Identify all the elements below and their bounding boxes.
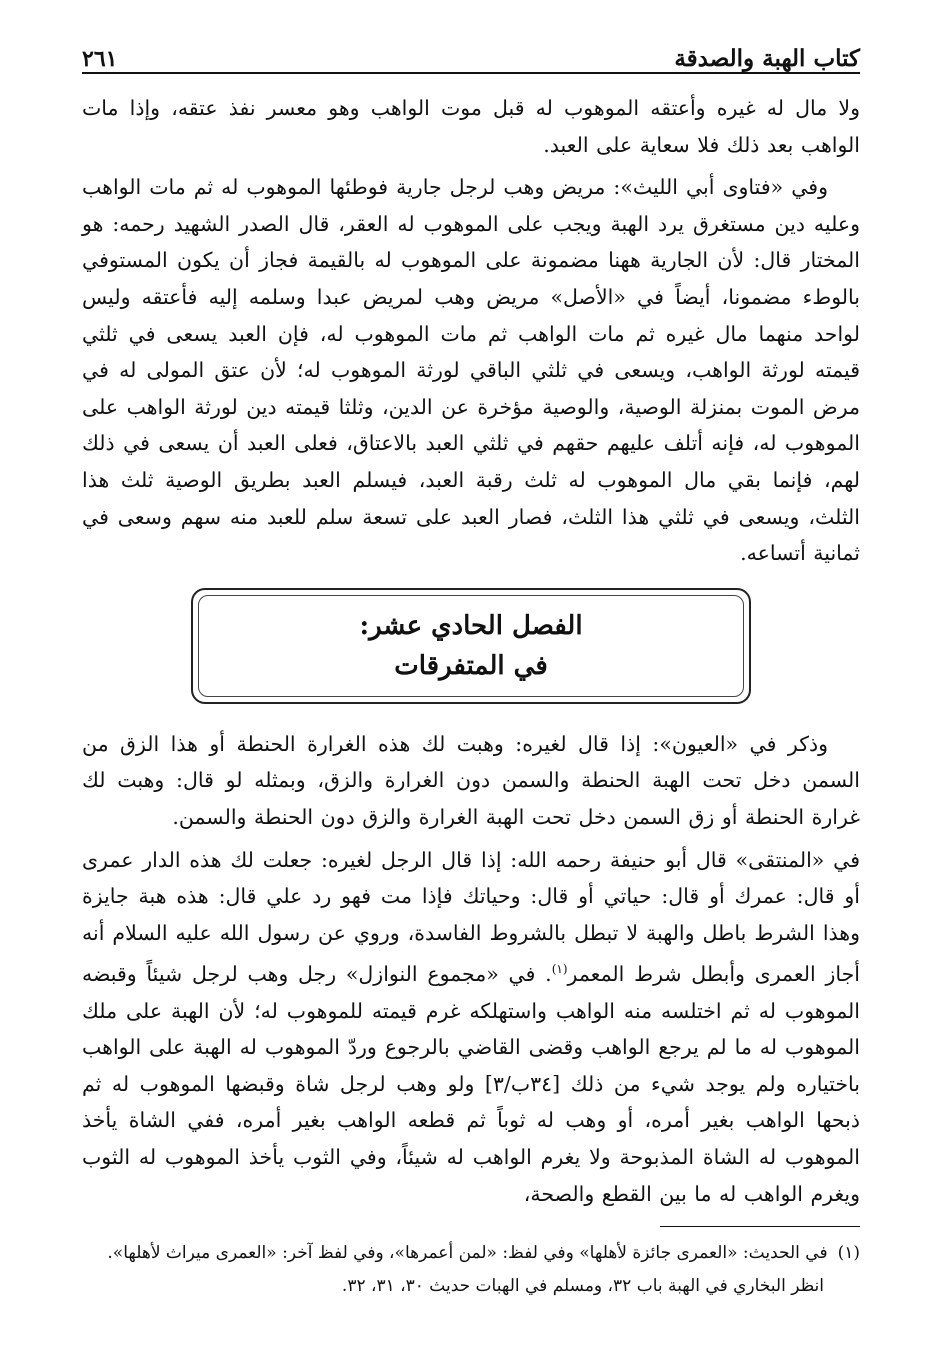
paragraph-3: وذكر في «العيون»: إذا قال لغيره: وهبت لك هذه الغرارة الحنطة أو هذا الزق من السمن دخل تحت الهبة الحنطة والسمن دون الغرارة والزق، وبمثله لو قال: وهبت لك غرارة الحنطة أو زق السمن دخل تحت الهبة الغرارة والزق دون الحنطة والسمن. (82, 731, 860, 829)
footnote-1 (82, 1239, 860, 1268)
chapter-title-line-2: في المتفرقات (394, 650, 548, 681)
paragraph-4 (82, 842, 860, 1213)
page-number: ٢٦١ (82, 46, 118, 72)
book-title: كتاب الهبة والصدقة (674, 45, 860, 72)
chapter-heading-inner-frame (198, 595, 744, 697)
running-header (82, 24, 860, 74)
paragraph-1: ولا مال له غيره وأعتقه الموهوب له قبل موت الواهب وهو معسر نفذ عتقه، وإذا مات الواهب بعد ذلك فلا سعاية على العبد. (82, 96, 860, 157)
footnote-reference: (١) (551, 962, 568, 977)
footnote-text: في الحديث: «العمرى جائزة لأهلها» وفي لفظ: «لمن أعمرها»، وفي لفظ آخر: «العمرى ميراث لأهلها». (107, 1243, 828, 1264)
footnote-divider (660, 1226, 860, 1227)
paragraph-4-part-1: في «المنتقى» قال أبو حنيفة رحمه الله: إذا قال الرجل لغيره: جعلت لك هذه الدار عمرى أو قال: عمرك أو قال: حياتي أو قال: وحياتك فإذا مت فهو رد علي قال: هذه هبة جايزة وهذا الشرط باطل والهبة لا تبطل بالشروط الفاسدة، وروي عن رسول الله عليه السلام أنه أجاز العمرى وأبطل شرط المعمر (82, 847, 860, 987)
footnote-source: انظر البخاري في الهبة باب ٣٢، ومسلم في الهبات حديث ٣٠، ٣١، ٣٢. (341, 1276, 824, 1297)
paragraph-4-part-2: . في «مجموع النوازل» رجل وهب لرجل شيئاً وقبضه الموهوب له ثم اختلسه منه الواهب واستهلكه غرم قيمته للموهوب له؛ لأن الهبة على ملك الموهوب له ما لم يرجع الواهب وقضى القاضي بالرجوع وردّ الموهوب له الهبة على الواهب باختياره ولم يوجد شيء من ذلك [٣٤ب/٣] ولو وهب لرجل شاة وقبضها الموهوب له ثم ذبحها الواهب بغير أمره، أو وهب له ثوباً ثم قطعه الواهب بغير أمره، ففي الشاة يأخذ الموهوب له الشاة المذبوحة ولا يغرم الواهب له شيئاً، وفي الثوب يأخذ الموهوب له الثوب ويغرم الواهب له ما بين القطع والصحة، (82, 962, 860, 1206)
chapter-title-line-1: الفصل الحادي عشر: (359, 610, 583, 641)
paragraph-2: وفي «فتاوى أبي الليث»: مريض وهب لرجل جارية فوطئها الموهوب له ثم مات الواهب وعليه دين مستغرق يرد الهبة ويجب على الموهوب له العقر، قال الصدر الشهيد رحمه: هو المختار قال: لأن الجارية ههنا مضمونة على الموهوب له بالقيمة فجاز أن يكون المستوفي بالوطء مضمونا، أيضاً في «الأصل» مريض وهب لمريض عبدا وسلمه إليه فأعتقه وليس لواحد منهما مال غيره ثم مات الواهب ثم مات الموهوب له، فإن العبد يسعى في ثلثي قيمته لورثة الواهب، ويسعى في ثلثي الباقي لورثة الموهوب له؛ لأن عتق المولى له في مرض الموت بمنزلة الوصية، والوصية مؤخرة عن الدين، وثلثا قيمته دين لورثة الواهب على الموهوب له، فإنه أتلف عليهم حقهم في ثلثي العبد بالاعتاق، فعلى العبد أن يسعى في ذلك لهم، فإنما بقي مال الموهوب له ثلث رقبة العبد، فيسلم العبد بطريق الوصية ثلث هذا الثلث، ويسعى في ثلثي هذا الثلث، فصار العبد على تسعة سلم للعبد منه سهم وسعى في ثمانية أتساعه. (82, 175, 860, 566)
footnote-number: (١) (837, 1243, 860, 1264)
document-page (82, 24, 860, 1301)
footnotes (82, 1239, 860, 1301)
chapter-heading-frame (191, 588, 751, 704)
body-text (82, 90, 860, 1212)
